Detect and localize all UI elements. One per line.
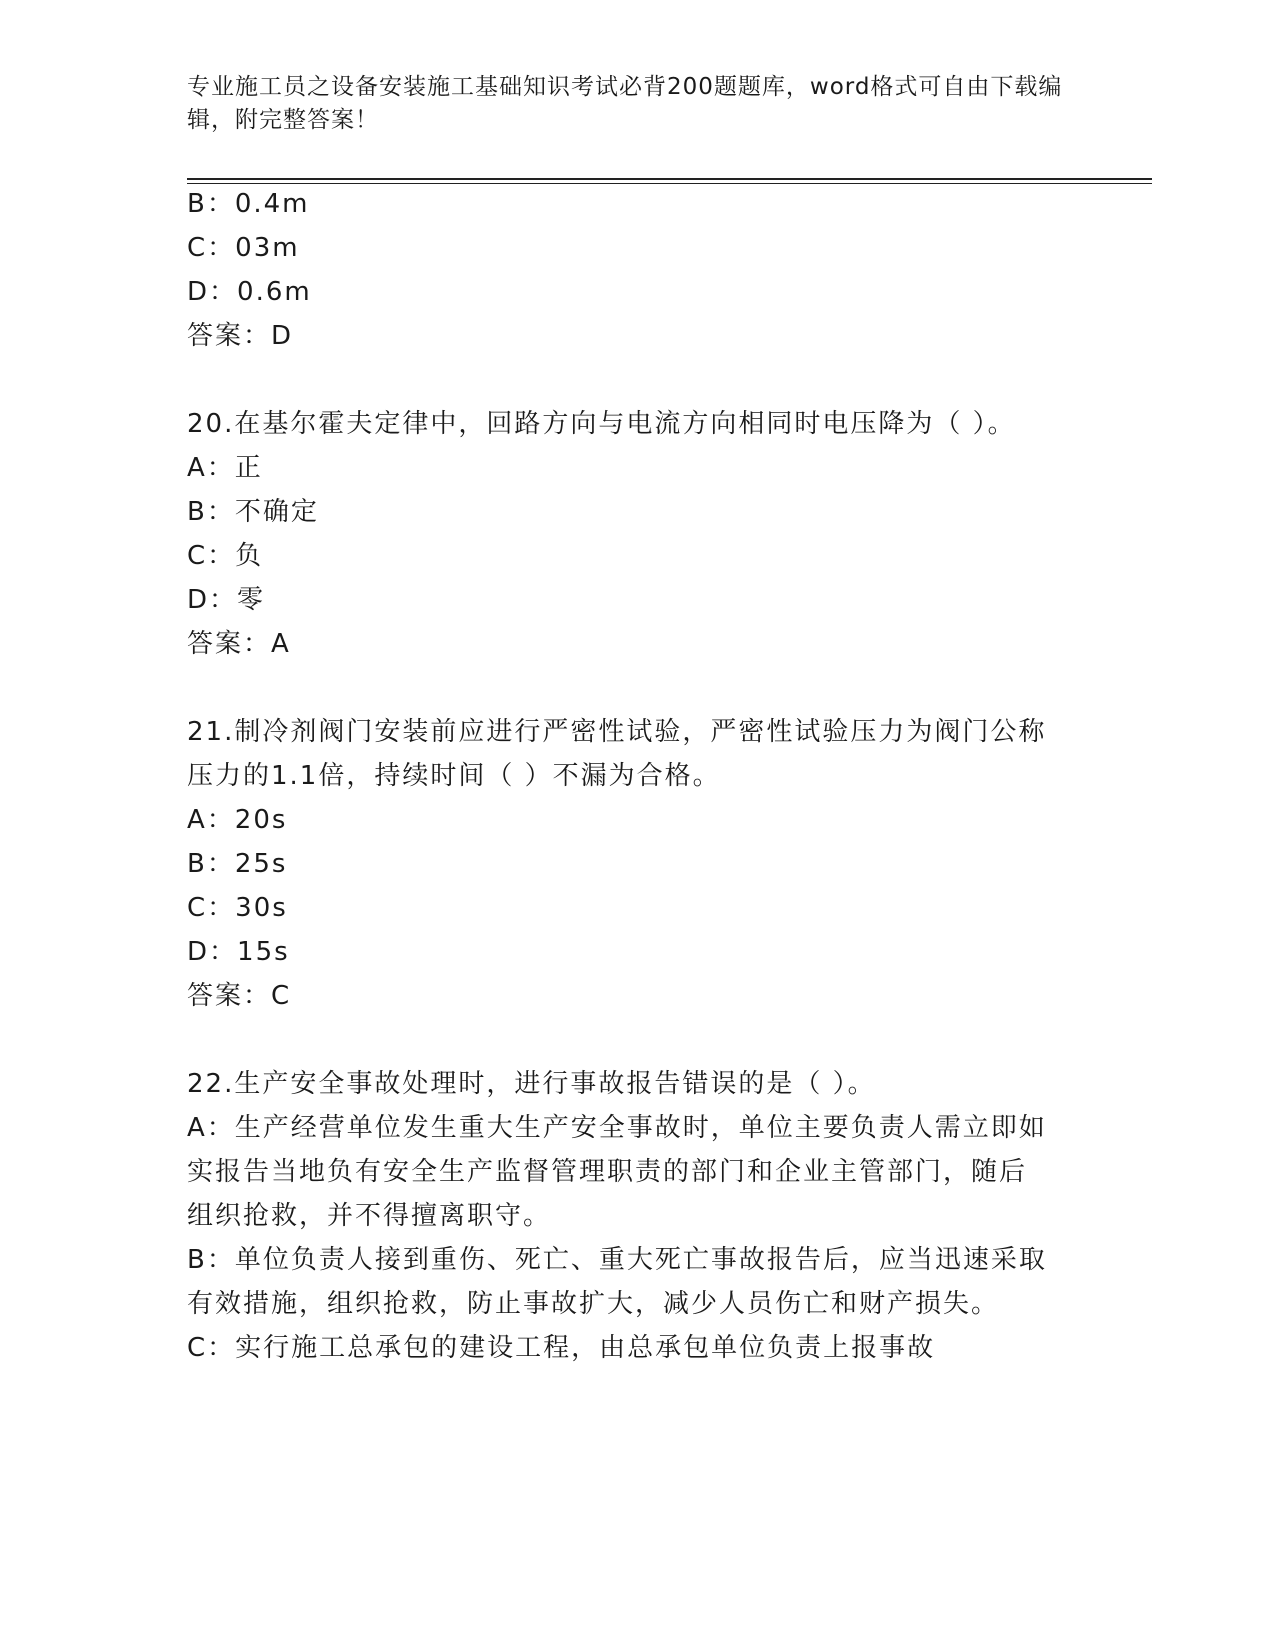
q20-option-c: C：负 [187,541,264,571]
q19-answer: 答案：D [187,321,294,351]
q20-option-a: A：正 [187,453,263,483]
q22-option-b-line2: 有效措施，组织抢救，防止事故扩大，减少人员伤亡和财产损失。 [187,1289,1000,1319]
q22-option-a-line2: 实报告当地负有安全生产监督管理职责的部门和企业主管部门，随后 [187,1157,1028,1187]
document-header: 专业施工员之设备安装施工基础知识考试必背200题题库，word格式可自由下载编辑，附完整答案！ [187,74,1063,133]
q22-option-a-line3: 组织抢救，并不得擅离职守。 [187,1201,552,1231]
q19-option-d: D：0.6m [187,277,312,307]
q22-stem: 22.生产安全事故处理时，进行事故报告错误的是（ ）。 [187,1069,876,1099]
q22-option-a-line1: A：生产经营单位发生重大生产安全事故时，单位主要负责人需立即如 [187,1113,1047,1143]
q20-option-d: D：零 [187,585,266,615]
q20-stem: 20.在基尔霍夫定律中，回路方向与电流方向相同时电压降为（ ）。 [187,409,1016,439]
header-divider-thin [187,183,1152,184]
q20-option-b: B：不确定 [187,497,319,527]
header-divider-thick [187,178,1152,180]
q22-option-b-line1: B：单位负责人接到重伤、死亡、重大死亡事故报告后，应当迅速采取 [187,1245,1047,1275]
q21-stem-line1: 21.制冷剂阀门安装前应进行严密性试验，严密性试验压力为阀门公称 [187,717,1047,747]
q22-option-c-line1: C：实行施工总承包的建设工程，由总承包单位负责上报事故 [187,1333,936,1363]
q21-option-b: B：25s [187,849,288,879]
q19-option-b: B：0.4m [187,189,310,219]
q19-option-c: C：03m [187,233,300,263]
q21-option-c: C：30s [187,893,288,923]
q21-option-a: A：20s [187,805,288,835]
q20-answer: 答案：A [187,629,291,659]
q21-stem-line2: 压力的1.1倍，持续时间（ ）不漏为合格。 [187,761,721,791]
q21-answer: 答案：C [187,981,292,1011]
q21-option-d: D：15s [187,937,290,967]
